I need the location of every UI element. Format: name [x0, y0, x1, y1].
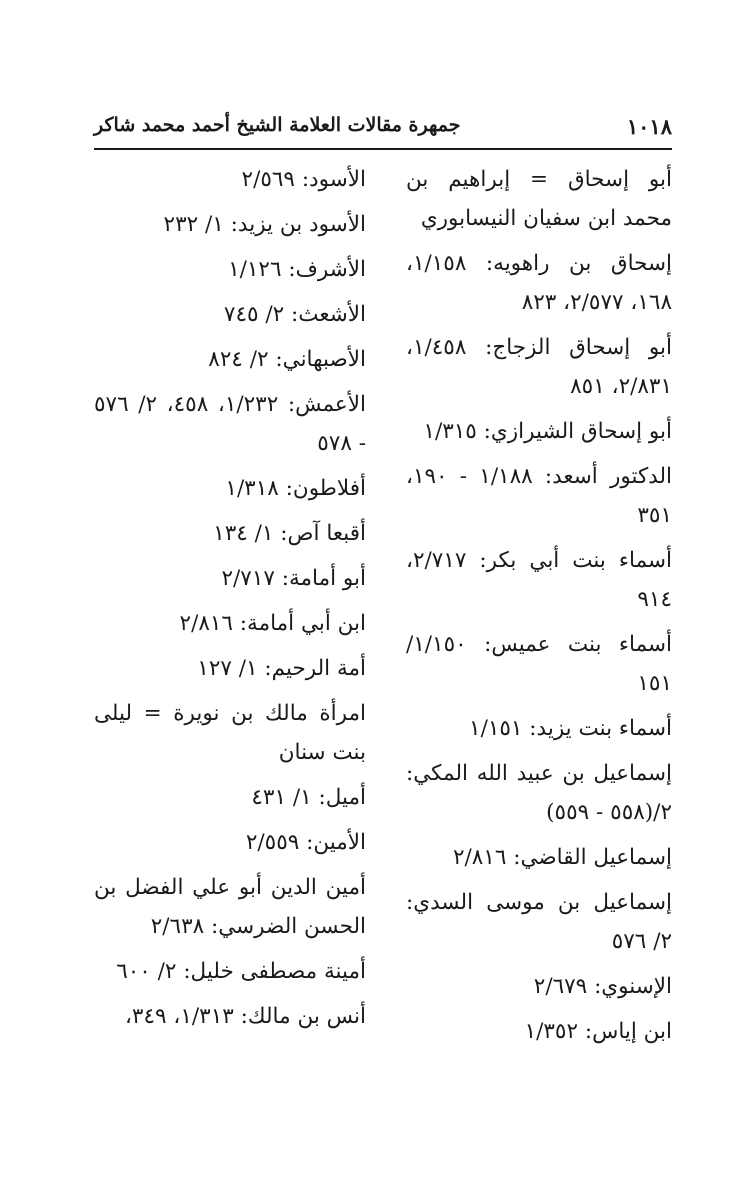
index-entry: ابن أبي أمامة: ٢/٨١٦ — [179, 611, 366, 636]
index-entry: إسماعيل بن عبيد الله المكي: ٢/(٥٥٨ - ٥٥٩) — [406, 761, 672, 825]
index-entry: أفلاطون: ١/٣١٨ — [225, 476, 366, 501]
page-number: ١٠١٨ — [626, 114, 672, 139]
index-entry: الأسود: ٢/٥٦٩ — [241, 167, 366, 192]
header-rule — [94, 148, 672, 150]
index-entry: إسماعيل القاضي: ٢/٨١٦ — [452, 845, 672, 870]
index-entry: ابن إياس: ١/٣٥٢ — [524, 1019, 672, 1044]
index-entry: الأصبهاني: ٢/ ٨٢٤ — [208, 347, 366, 372]
index-entry: أبو إسحاق الشيرازي: ١/٣١٥ — [423, 419, 672, 444]
index-entry: أسماء بنت عميس: ١/١٥٠/ ١٥١ — [406, 632, 672, 696]
index-entry: أنس بن مالك: ١/٣١٣، ٣٤٩، — [124, 1004, 366, 1029]
index-entry: أبو إسحاق الزجاج: ١/٤٥٨، ٢/٨٣١، ٨٥١ — [406, 335, 672, 399]
index-column-left — [94, 160, 366, 1042]
running-title: جمهرة مقالات العلامة الشيخ أحمد محمد شاكر — [94, 114, 461, 136]
index-entry: أبو أمامة: ٢/٧١٧ — [221, 566, 366, 591]
index-entry: الأشعث: ٢/ ٧٤٥ — [223, 302, 366, 327]
index-entry: أمة الرحيم: ١/ ١٢٧ — [197, 656, 366, 681]
index-column-right — [406, 160, 672, 1057]
index-entry: أبو إسحاق = إبراهيم بن محمد ابن سفيان النيسابوري — [406, 167, 672, 231]
index-entry: أميل: ١/ ٤٣١ — [251, 785, 366, 810]
page-header — [94, 112, 672, 144]
index-entry: الأمين: ٢/٥٥٩ — [245, 830, 366, 855]
index-entry: إسحاق بن راهويه: ١/١٥٨، ١٦٨، ٢/٥٧٧، ٨٢٣ — [406, 251, 672, 315]
index-entry: أقبعا آص: ١/ ١٣٤ — [213, 521, 366, 546]
index-entry: الإسنوي: ٢/٦٧٩ — [533, 974, 672, 999]
index-entry: امرأة مالك بن نويرة = ليلى بنت سنان — [94, 701, 366, 765]
index-entry: إسماعيل بن موسى السدي: ٢/ ٥٧٦ — [406, 890, 672, 954]
index-entry: أسماء بنت يزيد: ١/١٥١ — [469, 716, 672, 741]
index-entry: أمينة مصطفى خليل: ٢/ ٦٠٠ — [116, 959, 366, 984]
index-entry: الأسود بن يزيد: ١/ ٢٣٢ — [163, 212, 366, 237]
index-entry: الدكتور أسعد: ١/١٨٨ - ١٩٠، ٣٥١ — [406, 464, 672, 528]
index-entry: أسماء بنت أبي بكر: ٢/٧١٧، ٩١٤ — [406, 548, 672, 612]
index-entry: الأشرف: ١/١٢٦ — [228, 257, 366, 282]
index-entry: الأعمش: ١/٢٣٢، ٤٥٨، ٢/ ٥٧٦ - ٥٧٨ — [94, 392, 366, 456]
index-entry: أمين الدين أبو علي الفضل بن الحسن الضرسي: ٢/٦٣٨ — [94, 875, 366, 939]
